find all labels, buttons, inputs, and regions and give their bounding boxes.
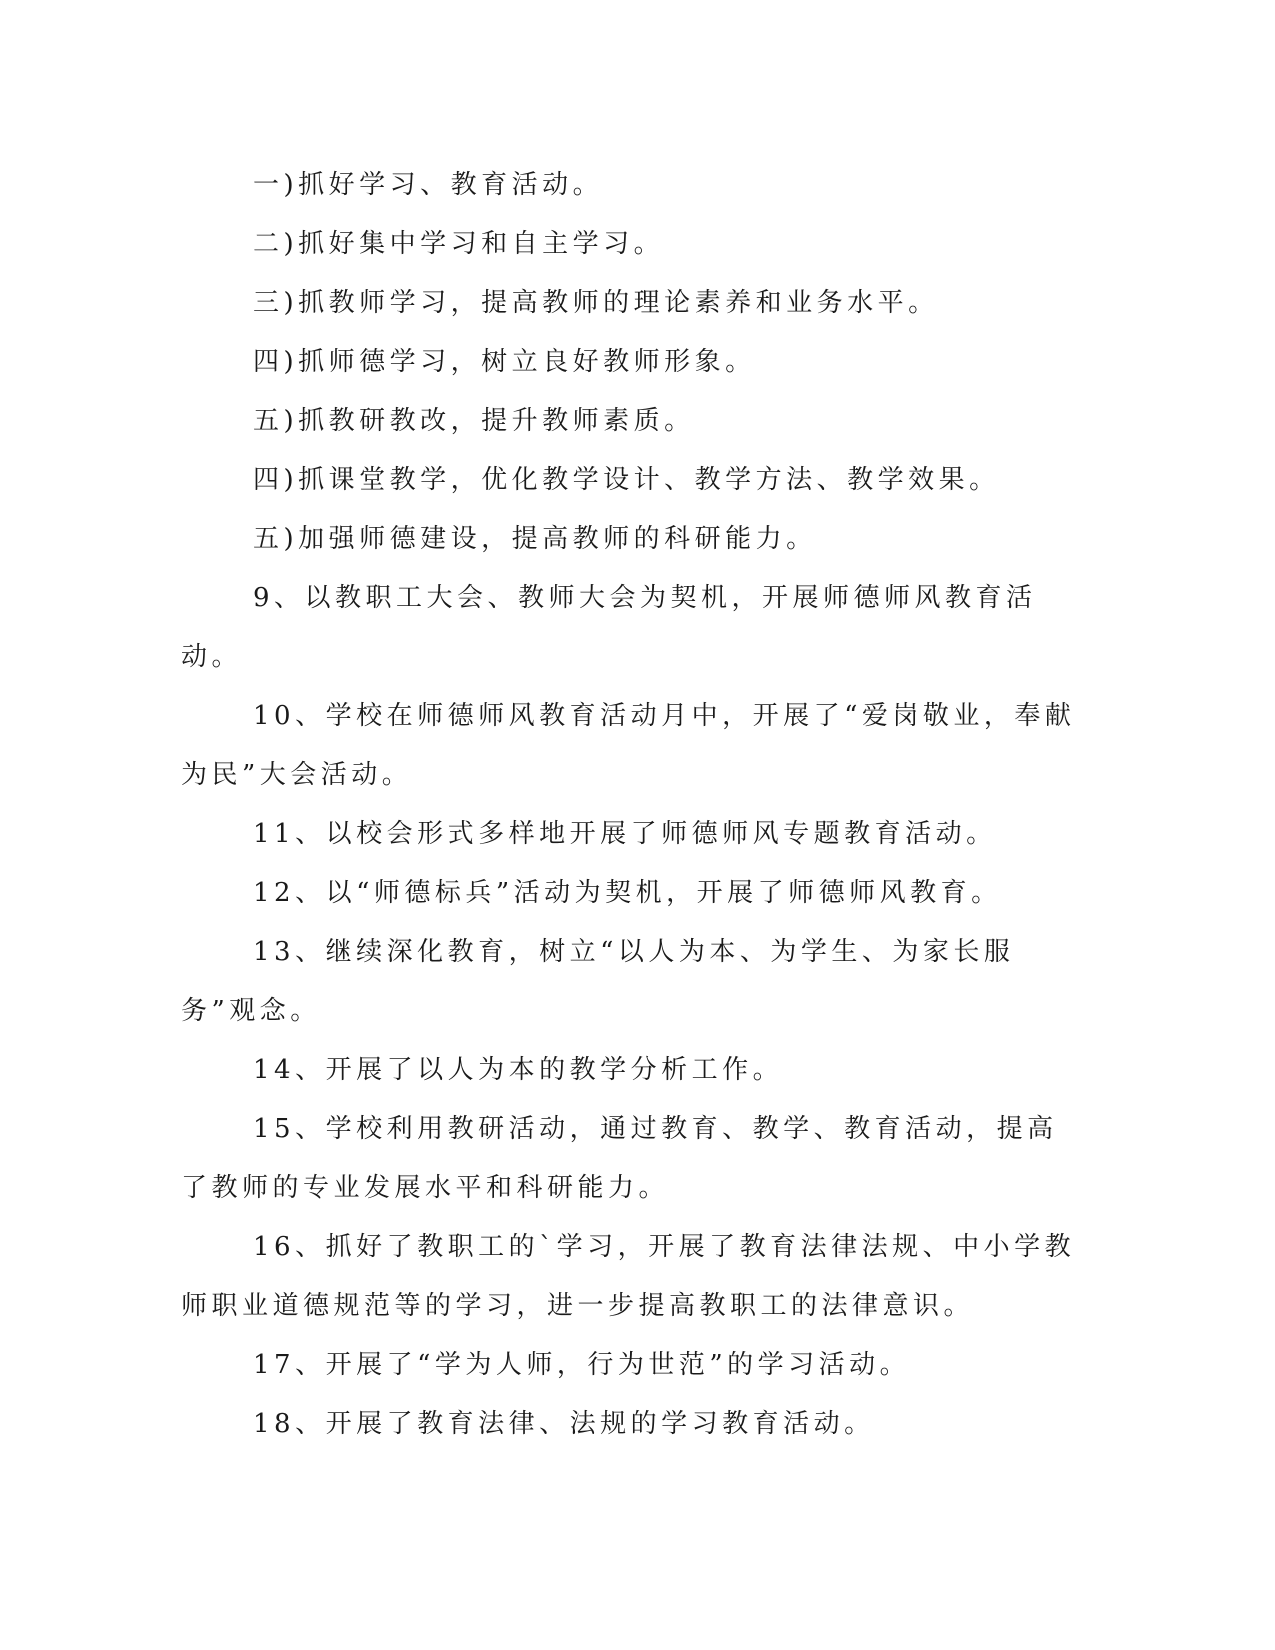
- paragraph-13: 14、开展了以人为本的教学分析工作。: [253, 1055, 784, 1085]
- paragraph-15: 16、抓好了教职工的`学习，开展了教育法律法规、中小学教师职业道德规范等的学习，进一步提高教职工的法律意识。: [181, 1232, 1076, 1321]
- paragraph-9: 10、学校在师德师风教育活动月中，开展了“爱岗敬业，奉献为民”大会活动。: [181, 701, 1076, 790]
- paragraph-16: 17、开展了“学为人师，行为世范”的学习活动。: [253, 1350, 911, 1380]
- paragraph-4: 四)抓师德学习，树立良好教师形象。: [253, 347, 756, 377]
- document-body: [181, 156, 1081, 1454]
- paragraph-8: 9、以教职工大会、教师大会为契机，开展师德师风教育活动。: [181, 583, 1037, 672]
- paragraph-17: 18、开展了教育法律、法规的学习教育活动。: [253, 1409, 875, 1439]
- paragraph-10: 11、以校会形式多样地开展了师德师风专题教育活动。: [253, 819, 997, 849]
- paragraph-6: 四)抓课堂教学，优化教学设计、教学方法、教学效果。: [253, 465, 1000, 495]
- paragraph-5: 五)抓教研教改，提升教师素质。: [253, 406, 695, 436]
- paragraph-14: 15、学校利用教研活动，通过教育、教学、教育活动，提高了教师的专业发展水平和科研能力。: [181, 1114, 1058, 1203]
- paragraph-12: 13、继续深化教育，树立“以人为本、为学生、为家长服务”观念。: [181, 937, 1015, 1026]
- paragraph-7: 五)加强师德建设，提高教师的科研能力。: [253, 524, 817, 554]
- paragraph-3: 三)抓教师学习，提高教师的理论素养和业务水平。: [253, 288, 939, 318]
- paragraph-1: 一)抓好学习、教育活动。: [253, 170, 604, 200]
- paragraph-11: 12、以“师德标兵”活动为契机，开展了师德师风教育。: [253, 878, 1002, 908]
- paragraph-2: 二)抓好集中学习和自主学习。: [253, 229, 665, 259]
